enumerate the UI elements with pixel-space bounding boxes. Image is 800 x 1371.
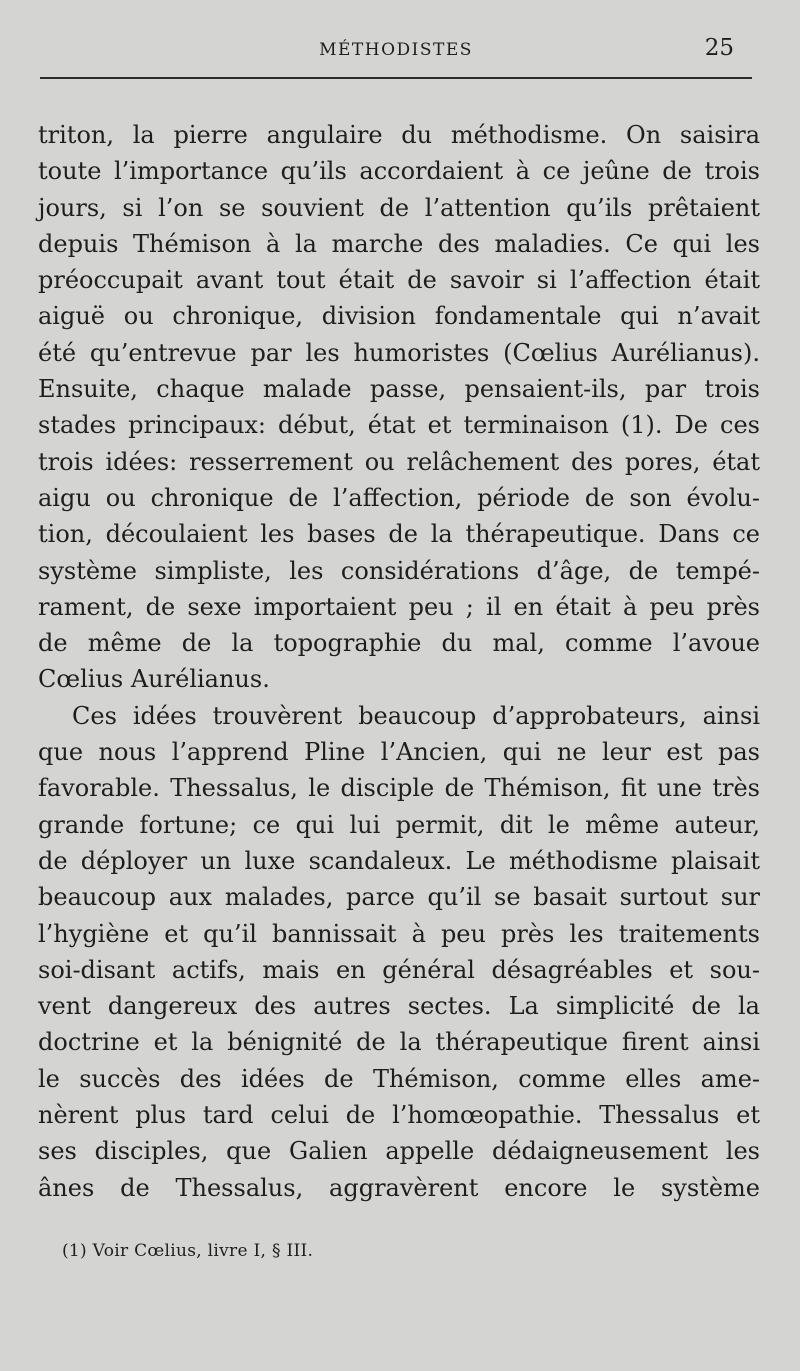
text-line: préoccupait avant tout était de savoir si l’affection était	[38, 266, 760, 295]
page-header	[40, 30, 752, 80]
text-line: trois idées: resserrement ou relâchement des pores, état	[38, 447, 760, 476]
text-line: favorable. Thessalus, le disciple de Thémison, fit une très	[38, 774, 760, 803]
footnote: (1) Voir Cœlius, livre I, § III.	[62, 1241, 314, 1261]
text-line: tion, découlaient les bases de la thérapeutique. Dans ce	[38, 520, 760, 549]
text-line: Ces idées trouvèrent beaucoup d’approbateurs, ainsi	[72, 701, 760, 730]
text-line: grande fortune; ce qui lui permit, dit le même auteur,	[38, 810, 760, 839]
text-line: ses disciples, que Galien appelle dédaigneusement les	[38, 1137, 760, 1166]
text-line: aiguë ou chronique, division fondamentale qui n’avait	[38, 302, 760, 331]
text-line: été qu’entrevue par les humoristes (Cœlius Aurélianus).	[38, 338, 760, 367]
text-line: doctrine et la bénignité de la thérapeutique firent ainsi	[38, 1028, 760, 1057]
header-rule	[40, 77, 752, 79]
text-line: rament, de sexe importaient peu ; il en était à peu près	[38, 592, 760, 621]
running-title: MÉTHODISTES	[319, 40, 473, 60]
text-line: triton, la pierre angulaire du méthodisme. On saisira	[38, 121, 760, 149]
paragraph	[38, 698, 760, 1206]
text-line: depuis Thémison à la marche des maladies. Ce qui les	[38, 229, 760, 258]
text-line: système simpliste, les considérations d’âge, de tempé-	[38, 556, 760, 585]
text-line: vent dangereux des autres sectes. La simplicité de la	[38, 992, 760, 1021]
text-line: de même de la topographie du mal, comme l’avoue	[38, 629, 760, 658]
text-line: le succès des idées de Thémison, comme elles ame-	[38, 1064, 760, 1093]
text-line: Ensuite, chaque malade passe, pensaient-ils, par trois	[38, 375, 760, 404]
text-line: stades principaux: début, état et terminaison (1). De ces	[38, 411, 760, 440]
body-text	[38, 117, 760, 1206]
paragraph	[38, 117, 760, 698]
text-line: beaucoup aux malades, parce qu’il se basait surtout sur	[38, 883, 760, 912]
text-line: Cœlius Aurélianus.	[38, 665, 270, 694]
text-line: jours, si l’on se souvient de l’attention qu’ils prêtaient	[38, 193, 760, 222]
text-line: que nous l’apprend Pline l’Ancien, qui ne leur est pas	[38, 738, 760, 767]
text-line: de déployer un luxe scandaleux. Le méthodisme plaisait	[38, 846, 760, 875]
text-line: nèrent plus tard celui de l’homœopathie. Thessalus et	[38, 1101, 760, 1130]
page-number: 25	[704, 35, 734, 61]
text-line: aigu ou chronique de l’affection, période de son évolu-	[38, 483, 760, 512]
text-line: toute l’importance qu’ils accordaient à ce jeûne de trois	[38, 157, 760, 186]
text-line: ânes de Thessalus, aggravèrent encore le système	[38, 1173, 760, 1202]
text-line: l’hygiène et qu’il bannissait à peu près les traitements	[38, 919, 760, 948]
text-line: soi-disant actifs, mais en général désagréables et sou-	[38, 955, 760, 984]
